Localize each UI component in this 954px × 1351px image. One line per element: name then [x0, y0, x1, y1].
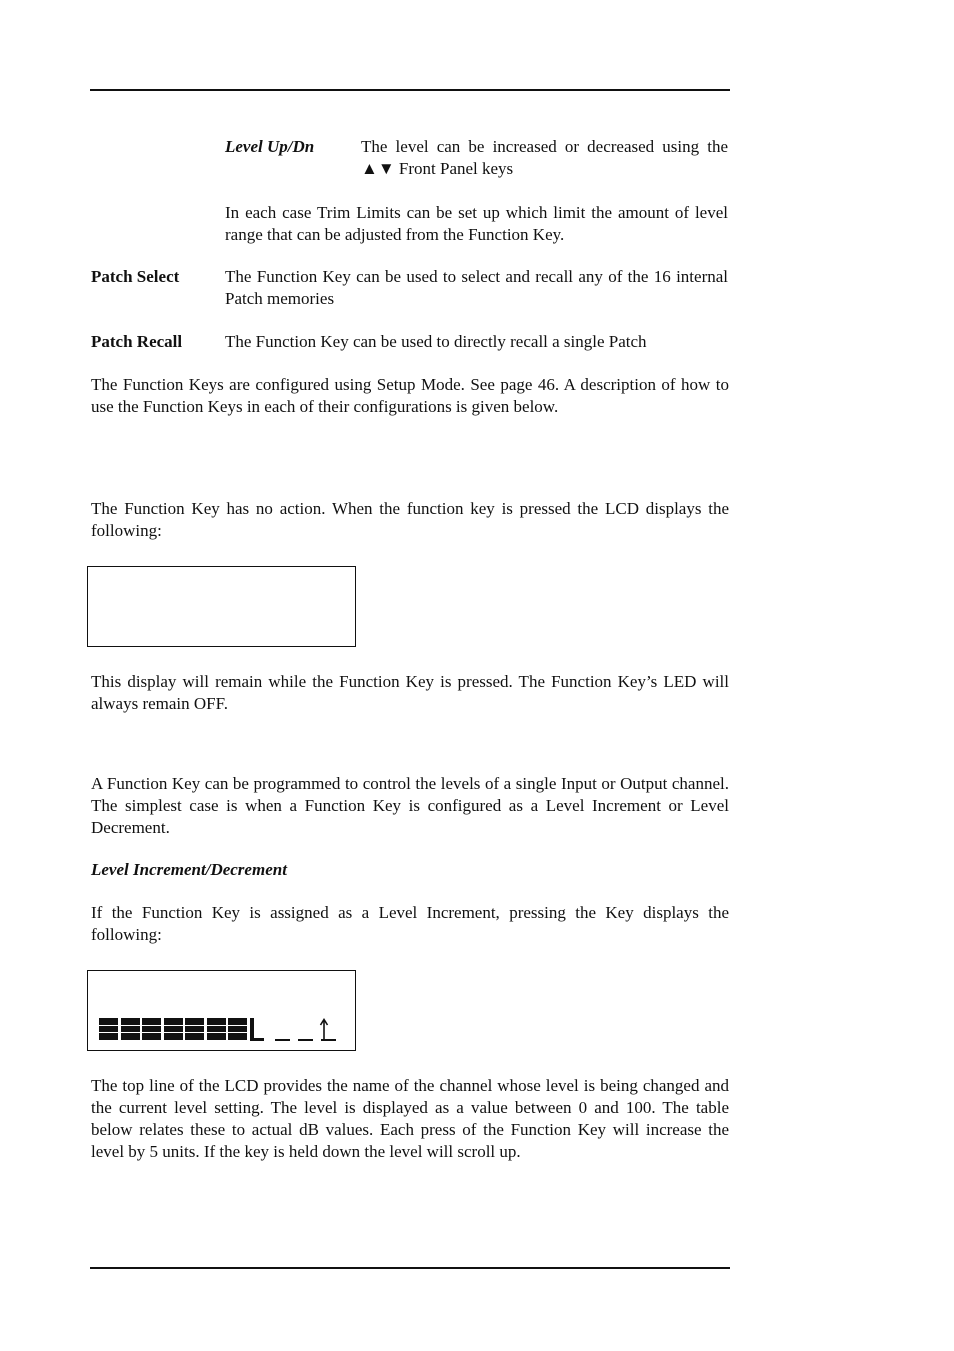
level-control-paragraph: A Function Key can be programmed to control the levels of a single Input or Output channel. The simplest case is when a Function Key is configured as a Level Increment or Level Decrement. — [91, 774, 729, 837]
patch-select-description: The Function Key can be used to select and recall any of the 16 internal Patch memories — [225, 267, 728, 308]
level-segment-empty — [298, 1039, 313, 1041]
level-segment-partial — [250, 1018, 264, 1041]
level-segment-filled — [228, 1018, 247, 1040]
patch-recall-term: Patch Recall — [91, 332, 183, 351]
lcd-display-no-action — [87, 566, 356, 647]
trim-limits-note: In each case Trim Limits can be set up which limit the amount of level range that can be adjusted from the Function Key. — [225, 203, 728, 244]
level-updn-description: The level can be increased or decreased using the ▲▼ Front Panel keys — [361, 137, 728, 178]
increment-paragraph: If the Function Key is assigned as a Level Increment, pressing the Key displays the following: — [91, 903, 729, 944]
level-segment-filled — [142, 1018, 161, 1040]
level-segment-filled — [121, 1018, 140, 1040]
patch-select-term: Patch Select — [91, 267, 180, 286]
header-rule — [90, 89, 730, 91]
level-segment-filled — [99, 1018, 118, 1040]
no-action-paragraph: The Function Key has no action. When the function key is pressed the LCD displays the following: — [91, 499, 729, 540]
level-segment-filled — [185, 1018, 204, 1040]
level-segment-filled — [207, 1018, 226, 1040]
lcd-display-level — [87, 970, 356, 1051]
footer-rule — [90, 1267, 730, 1269]
level-segment-filled — [164, 1018, 183, 1040]
top-line-paragraph: The top line of the LCD provides the name of the channel whose level is being changed and the current level setting. The level is displayed as a value between 0 and 100. The table below relates these to actual dB values. Each press of the Function Key will increase the level by 5 units. If the key is held down the level will scroll up. — [91, 1076, 729, 1161]
level-updn-term: Level Up/Dn — [225, 137, 315, 156]
patch-recall-description: The Function Key can be used to directly recall a single Patch — [225, 332, 647, 351]
display-remain-paragraph: This display will remain while the Function Key is pressed. The Function Key’s LED will always remain OFF. — [91, 672, 729, 713]
level-segment-empty — [321, 1039, 336, 1041]
level-increment-heading: Level Increment/Decrement — [91, 860, 287, 879]
level-segment-empty — [275, 1039, 290, 1041]
function-keys-intro: The Function Keys are configured using Setup Mode. See page 46. A description of how to use the Function Keys in each of their configurations is given below. — [91, 375, 729, 416]
